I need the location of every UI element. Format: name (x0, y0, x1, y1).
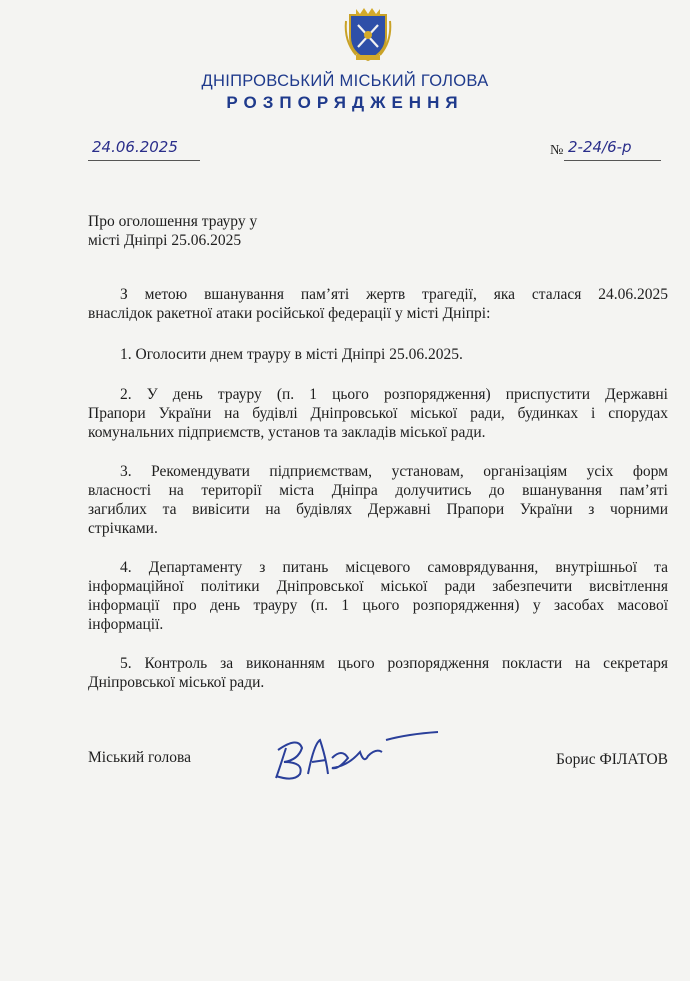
item-5 (88, 654, 668, 692)
subject-line: місті Дніпрі 25.06.2025 (88, 232, 242, 249)
text-line: Дніпровської міської ради. (88, 674, 265, 691)
subject-line: Про оголошення трауру у (88, 213, 258, 230)
intro-paragraph (88, 285, 668, 323)
text-line: внаслідок ракетної атаки російської федерації у місті Дніпрі: (88, 305, 491, 322)
handwritten-signature (268, 718, 448, 788)
mayor-title: ДНІПРОВСЬКИЙ МІСЬКИЙ ГОЛОВА (201, 72, 489, 90)
text-line: 2. У день трауру (п. 1 цього розпорядження) приспустити Державні (120, 386, 668, 403)
item-3 (88, 462, 668, 538)
number-value: 2-24/6-р (568, 138, 632, 156)
text-line: власності на території міста Дніпра долучитись до вшанування пам’яті (88, 482, 668, 499)
text-line: загиблих та вивісити на будівлях Державні Прапори України з чорними (88, 501, 668, 518)
text-line: Прапори України на будівлі Дніпровської міської ради, будинках і спорудах (88, 405, 668, 422)
coat-of-arms-icon (342, 3, 394, 63)
signatory-position: Міський голова (88, 749, 192, 766)
text-line: стрічками. (88, 520, 158, 537)
date-value: 24.06.2025 (92, 138, 178, 156)
item-4 (88, 558, 668, 634)
text-line: комунальних підприємств, установ та закладів міської ради. (88, 424, 486, 441)
number-sign: № (550, 143, 564, 158)
number-field (564, 140, 661, 161)
text-line: 3. Рекомендувати підприємствам, установам, організаціям усіх форм (120, 463, 668, 480)
item-2 (88, 385, 668, 442)
text-line: 5. Контроль за виконанням цього розпорядження покласти на секретаря (120, 655, 668, 672)
item-1 (88, 345, 668, 364)
document-type-title: РОЗПОРЯДЖЕННЯ (226, 93, 464, 112)
signatory-name: Борис ФІЛАТОВ (556, 751, 668, 768)
date-field (88, 140, 200, 161)
text-line: інформаційної політики Дніпровської міської ради забезпечити висвітлення (88, 578, 668, 595)
text-line: 1. Оголосити днем трауру в місті Дніпрі 25.06.2025. (120, 346, 463, 363)
text-line: інформації про день трауру (п. 1 цього розпорядження) у засобах масової (88, 597, 668, 614)
text-line: З метою вшанування пам’яті жертв трагедії, яка сталася 24.06.2025 (120, 286, 668, 303)
text-line: 4. Департаменту з питань місцевого самоврядування, внутрішньої та (120, 559, 668, 576)
text-line: інформації. (88, 616, 164, 633)
subject (88, 212, 348, 250)
